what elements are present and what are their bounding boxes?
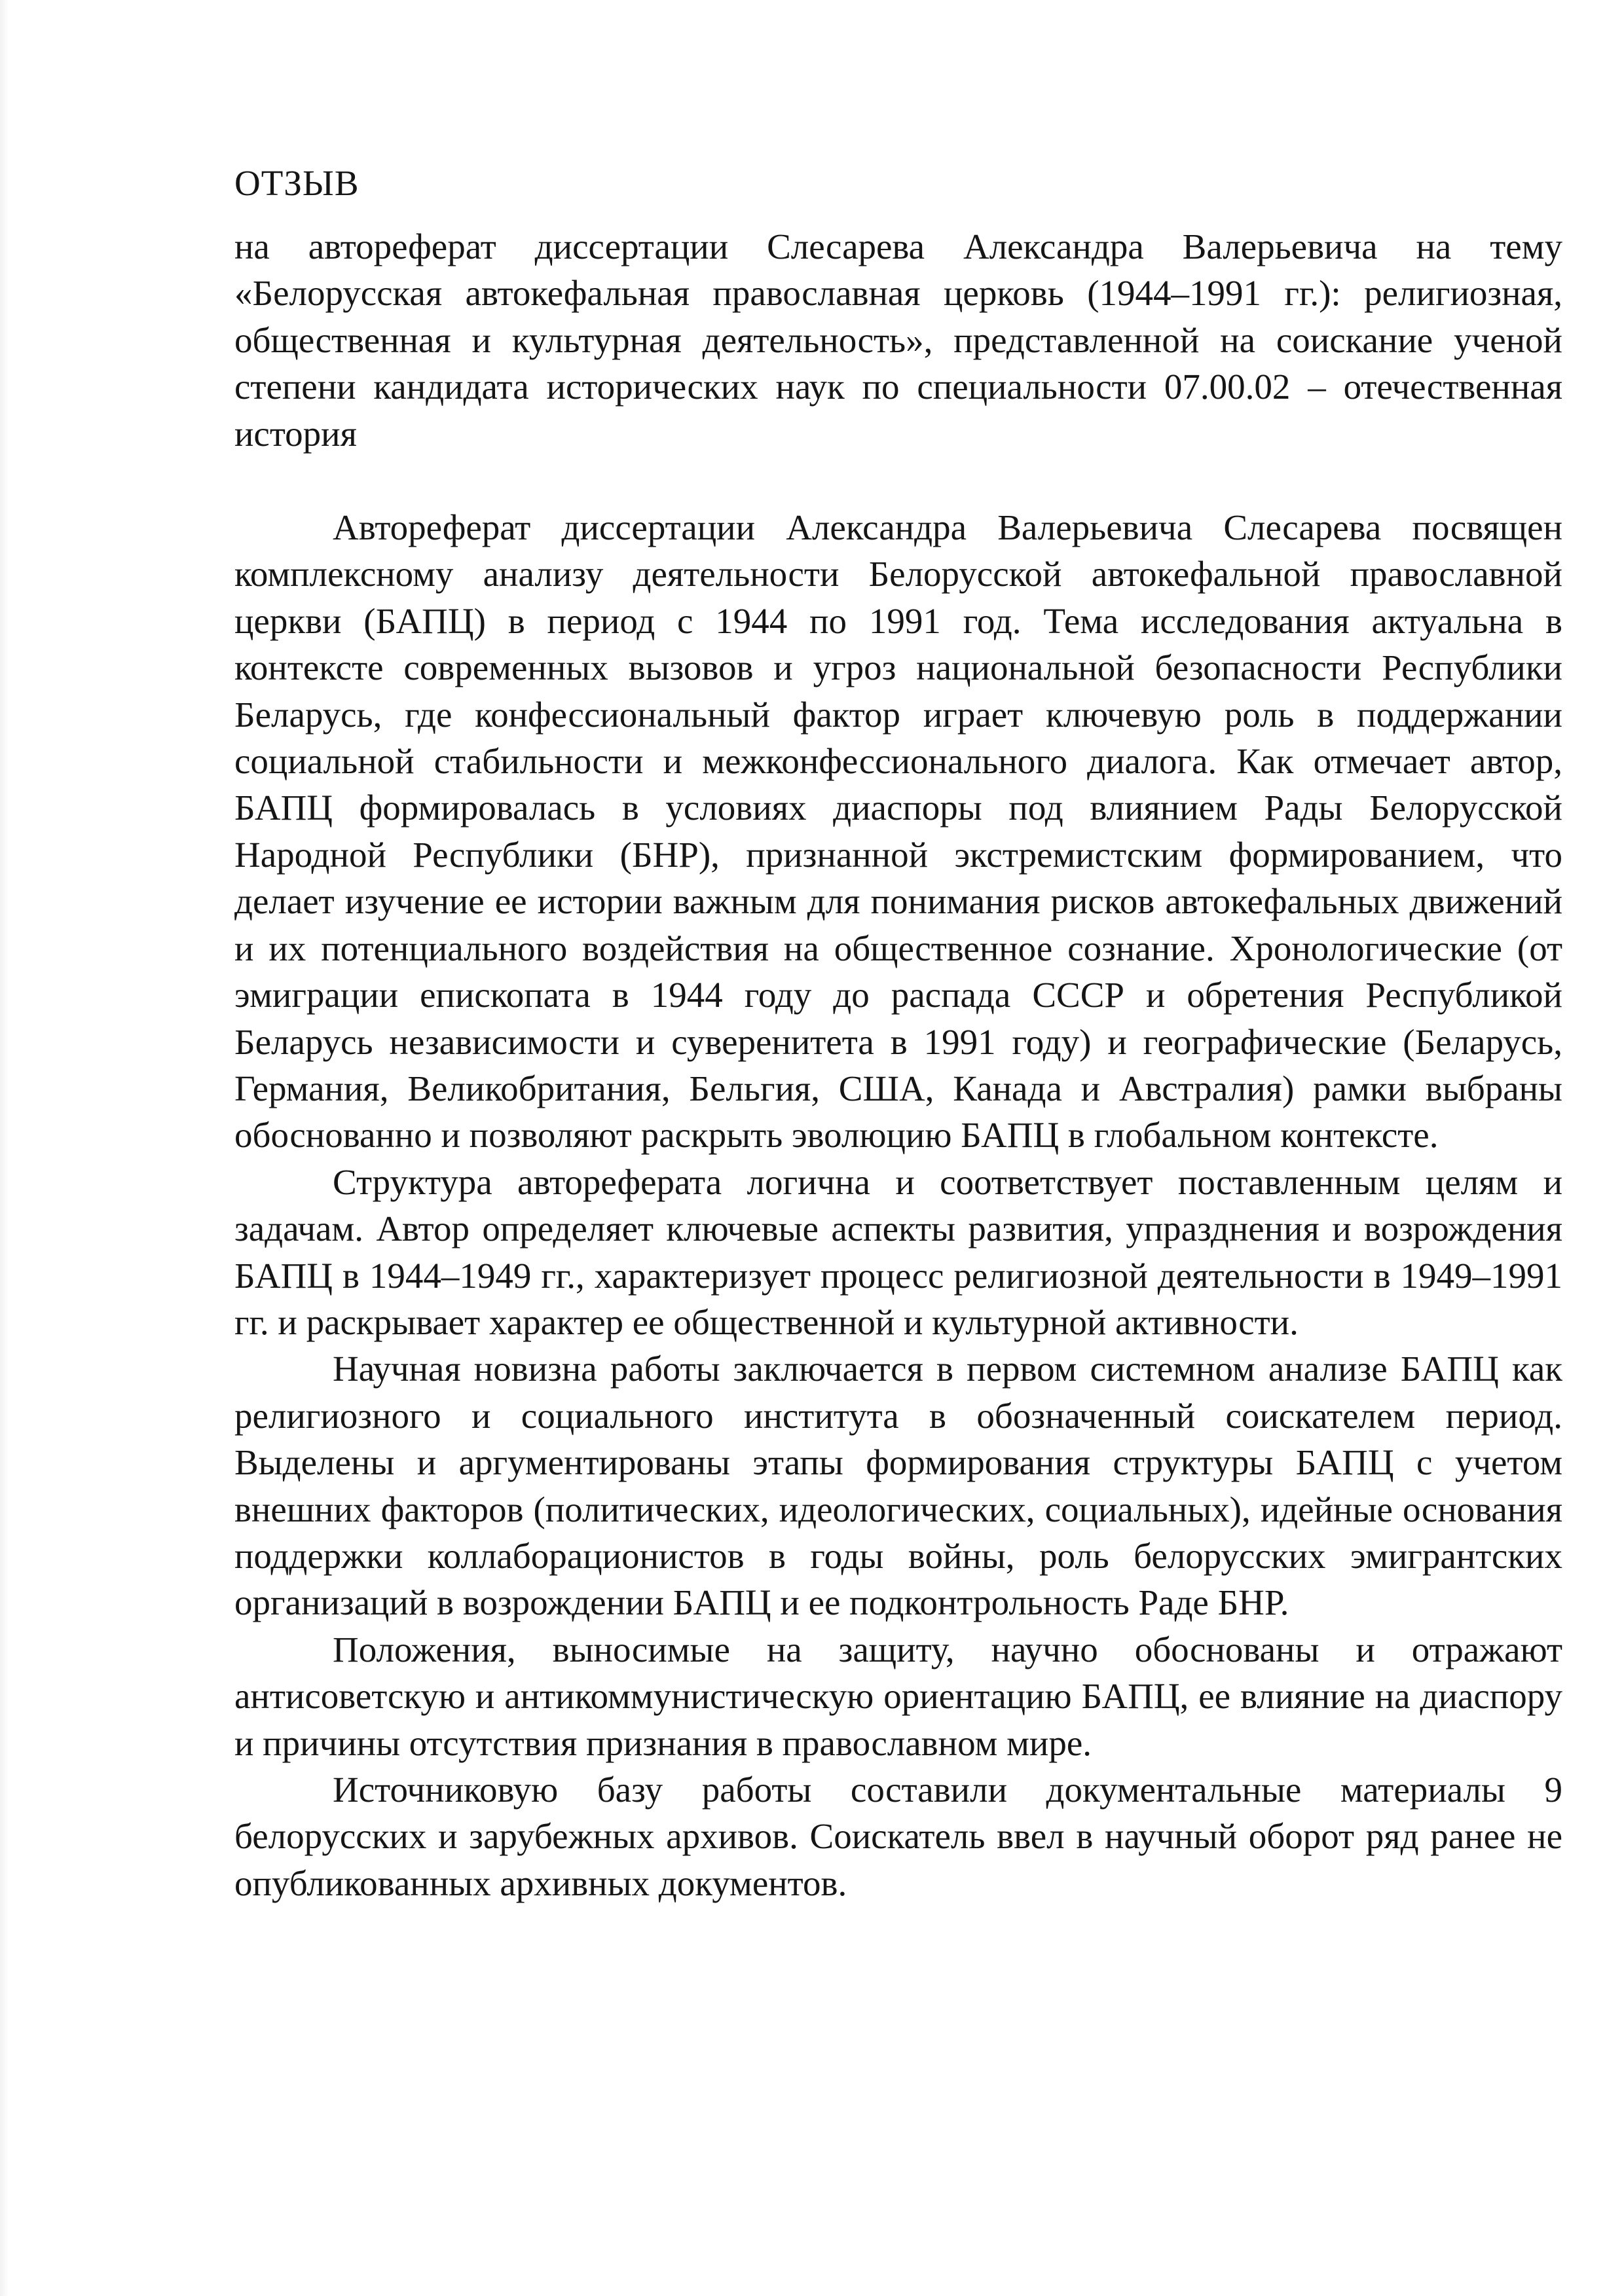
document-title: ОТЗЫВ [234,163,360,203]
document-body [234,504,1562,1906]
paragraph-defense-theses: Положения, выносимые на защиту, научно обоснованы и отражают антисоветскую и антикоммунистическую ориентацию БАПЦ, ее влияние на диаспору и причины отсутствия признания в православном мире. [234,1629,1562,1763]
paragraph-relevance: Автореферат диссертации Александра Валерьевича Слесарева посвящен комплексному анализу деятельности Белорусской автокефальной православной церкви (БАПЦ) в период с 1944 по 1991 год. Тема исследования актуальна в контексте современных вызовов и угроз национальной безопасности Республики Беларусь, где конфессиональный фактор играет ключевую роль в поддержании социальной стабильности и межконфессионального диалога. Как отмечает автор, БАПЦ формировалась в условиях диаспоры под влиянием Рады Белорусской Народной Республики (БНР), признанной экстремистским формированием, что делает изучение ее истории важным для понимания рисков автокефальных движений и их потенциального воздействия на общественное сознание. Хронологические (от эмиграции епископата в 1944 году до распада СССР и обретения Республикой Беларусь независимости и суверенитета в 1991 году) и географические (Беларусь, Германия, Великобритания, Бельгия, США, Канада и Австралия) рамки выбраны обоснованно и позволяют раскрыть эволюцию БАПЦ в глобальном контексте. [234,507,1562,1156]
review-subject: на автореферат диссертации Слесарева Александра Валерьевича на тему «Белорусская автокефальная православная церковь (1944–1991 гг.): религиозная, общественная и культурная деятельность», представленной на соискание ученой степени кандидата исторических наук по специальности 07.00.02 – отечественная история [234,227,1562,454]
paragraph-sources: Источниковую базу работы составили документальные материалы 9 белорусских и зарубежных архивов. Соискатель ввел в научный оборот ряд ранее не опубликованных архивных документов. [234,1770,1562,1903]
scan-edge-shadow [0,0,9,2296]
paragraph-structure: Структура автореферата логична и соответствует поставленным целям и задачам. Автор определяет ключевые аспекты развития, упразднения и возрождения БАПЦ в 1944–1949 гг., характеризует процесс религиозной деятельности в 1949–1991 гг. и раскрывает характер ее общественной и культурной активности. [234,1161,1562,1342]
document-page [234,160,1562,1906]
paragraph-novelty: Научная новизна работы заключается в первом системном анализе БАПЦ как религиозного и социального института в обозначенный соискателем период. Выделены и аргументированы этапы формирования структуры БАПЦ с учетом внешних факторов (политических, идеологических, социальных), идейные основания поддержки коллаборационистов в годы войны, роль белорусских эмигрантских организаций в возрождении БАПЦ и ее подконтрольность Раде БНР. [234,1349,1562,1623]
